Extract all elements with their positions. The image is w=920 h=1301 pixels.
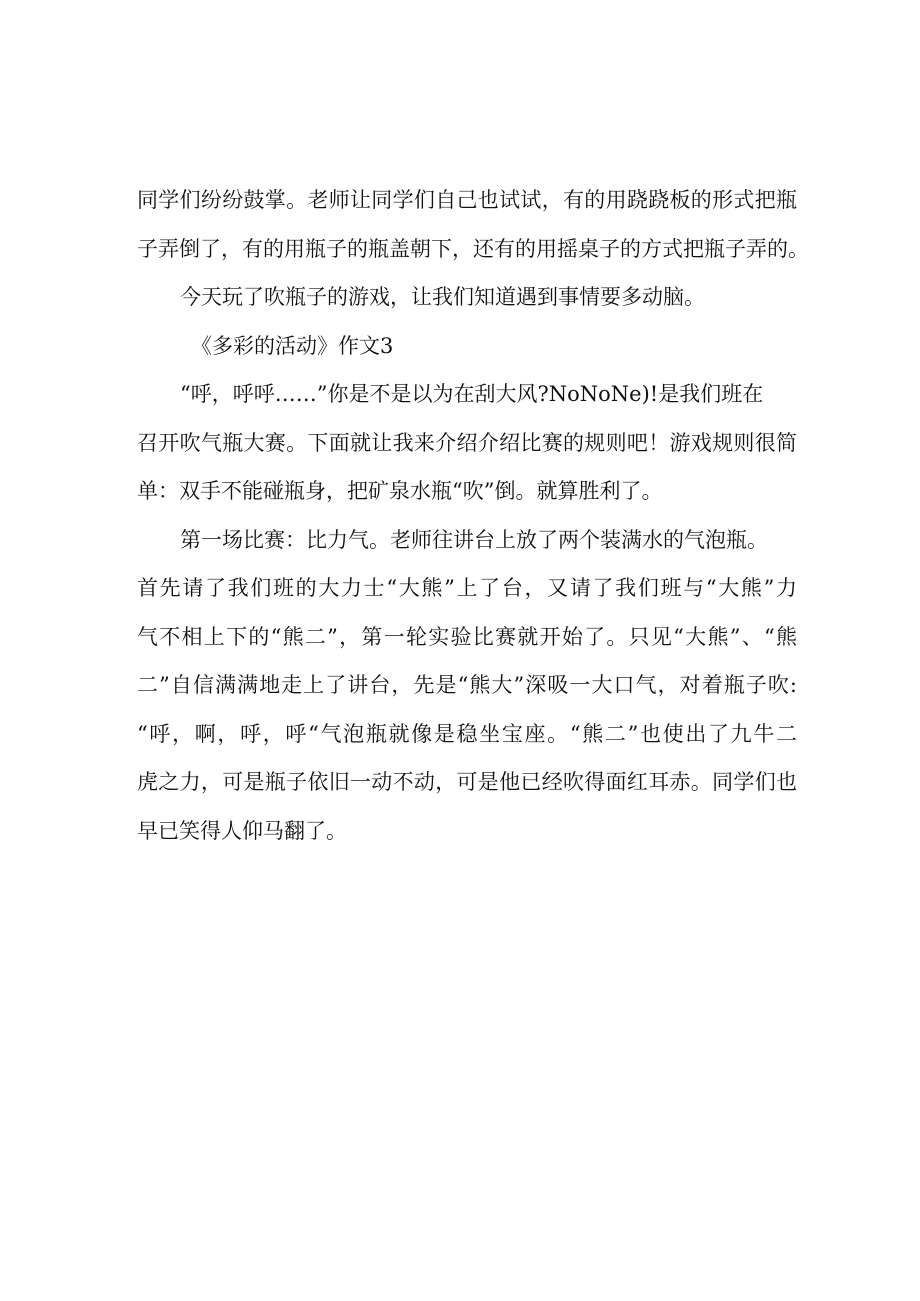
paragraph-line: “呼，啊，呼，呼“气泡瓶就像是稳坐宝座。“熊二”也使出了九牛二	[137, 721, 797, 746]
paragraph-line: 气不相上下的“熊二”，第一轮实验比赛就开始了。只见“大熊”、“熊	[137, 624, 797, 649]
paragraph-line: 二”自信满满地走上了讲台，先是“熊大”深吸一大口气，对着瓶子吹:	[137, 673, 797, 697]
essay-title: 《多彩的活动》作文3	[191, 333, 394, 358]
paragraph-line: 子弄倒了，有的用瓶子的瓶盖朝下，还有的用摇桌子的方式把瓶子弄的。	[137, 236, 809, 261]
paragraph-line: 召开吹气瓶大赛。下面就让我来介绍介绍比赛的规则吧！游戏规则很简	[137, 430, 797, 455]
essay-body	[137, 176, 809, 855]
paragraph-line: 早已笑得人仰马翻了。	[137, 818, 347, 843]
paragraph-line: 同学们纷纷鼓掌。老师让同学们自己也试试，有的用跷跷板的形式把瓶	[137, 188, 797, 212]
paragraph-line: 虎之力，可是瓶子依旧一动不动，可是他已经吹得面红耳赤。同学们也	[137, 770, 797, 794]
paragraph-line: 今天玩了吹瓶子的游戏，让我们知道遇到事情要多动脑。	[180, 285, 705, 309]
paragraph-line: 第一场比赛：比力气。老师往讲台上放了两个装满水的气泡瓶。	[180, 527, 768, 552]
paragraph-line: 单：双手不能碰瓶身，把矿泉水瓶“吹”倒。就算胜利了。	[137, 479, 663, 503]
paragraph-line: “呼，呼呼……”你是不是以为在刮大风?NoNoNe)!是我们班在	[180, 382, 764, 406]
paragraph-line: 首先请了我们班的大力士“大熊”上了台，又请了我们班与“大熊”力	[137, 576, 797, 600]
